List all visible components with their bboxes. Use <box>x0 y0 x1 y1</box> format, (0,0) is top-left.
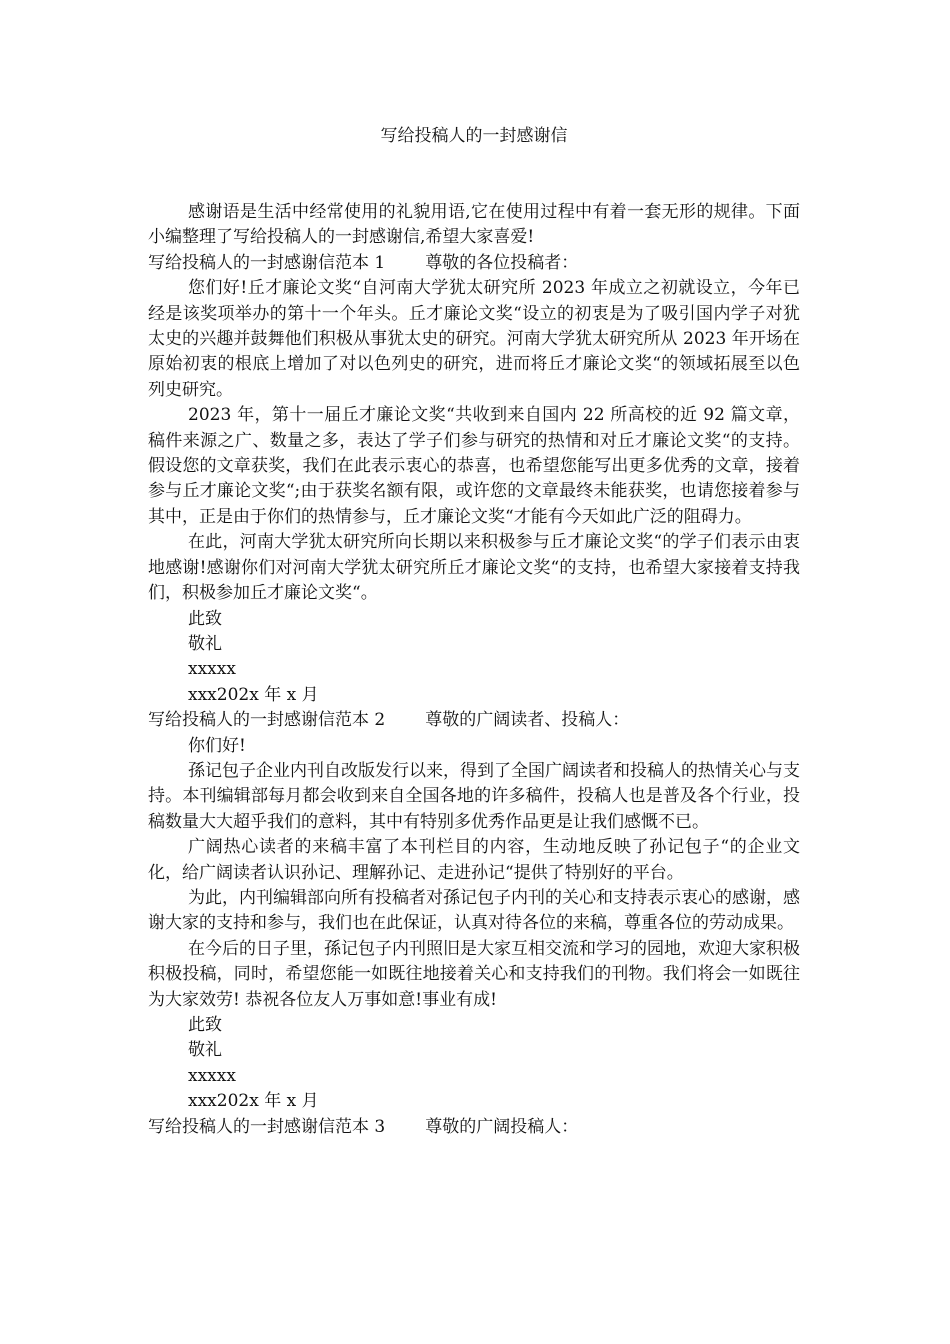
sample-3-heading: 写给投稿人的一封感谢信范本 3 <box>148 1116 386 1137</box>
sample-1-heading-line <box>148 251 800 276</box>
sample-3-salutation: 尊敬的广阔投稿人： <box>425 1116 579 1137</box>
sample-3-heading-line <box>148 1115 800 1140</box>
sample-2-signer: xxxxx <box>188 1065 236 1086</box>
sample-1-closing-1: 此致 <box>188 608 222 629</box>
sample-1-salutation: 尊敬的各位投稿者： <box>425 252 579 273</box>
sample-2-salutation: 尊敬的广阔读者、投稿人： <box>425 710 630 731</box>
sample-1-paragraph: 2023 年，第十一届丘才廉论文奖“共收到来自国内 22 所高校的近 92 篇文章，稿件来源之广、数量之多，表达了学子们参与研究的热情和对丘才廉论文奖“的支持。假设您的文章获奖，我们在此表示衷心的恭喜，也希望您能写出更多优秀的文章，接着参与丘才廉论文奖“;由于获奖名额有限，或许您的文章最终未能获奖，也请您接着参与其中，正是由于你们的热情参与，丘才廉论文奖“才能有今天如此广泛的阻碍力。 <box>148 405 800 527</box>
sample-1-paragraph: 您们好!丘才廉论文奖“自河南大学犹太研究所 2023 年成立之初就设立，今年已经是该奖项举办的第十一个年头。丘才廉论文奖“设立的初衷是为了吸引国内学子对犹太史的兴趣并鼓舞他们积极从事犹太史的研究。河南大学犹太研究所从 2023 年开场在原始初衷的根底上增加了对以色列史的研究，进而将丘才廉论文奖“的领域拓展至以色列史研究。 <box>148 278 800 400</box>
sample-2-paragraph: 为此，内刊编辑部向所有投稿者对孫记包子内刊的关心和支持表示衷心的感谢，感谢大家的支持和参与，我们也在此保证，认真对待各位的来稿，尊重各位的劳动成果。 <box>148 887 800 934</box>
sample-2-heading: 写给投稿人的一封感谢信范本 2 <box>148 710 386 731</box>
sample-2-date: xxx202x 年 x 月 <box>188 1091 319 1112</box>
page-title: 写给投稿人的一封感谢信 <box>380 126 568 146</box>
sample-1-paragraph: 在此，河南大学犹太研究所向长期以来积极参与丘才廉论文奖“的学子们表示由衷地感谢!感谢你们对河南大学犹太研究所丘才廉论文奖“的支持，也希望大家接着支持我们，积极参加丘才廉论文奖“。 <box>148 532 800 604</box>
sample-2-paragraph: 在今后的日子里，孫记包子内刊照旧是大家互相交流和学习的园地，欢迎大家积极积极投稿，同时，希望您能一如既往地接着关心和支持我们的刊物。我们将会一如既往为大家效劳! 恭祝各位友人万事如意!事业有成! <box>148 938 800 1010</box>
sample-2-heading-line <box>148 708 800 733</box>
letter-body <box>148 200 800 1140</box>
sample-1-closing-2: 敬礼 <box>188 633 222 654</box>
sample-2-paragraph: 你们好! <box>188 735 246 756</box>
sample-1-signer: xxxxx <box>188 659 236 680</box>
intro-paragraph: 感谢语是生活中经常使用的礼貌用语,它在使用过程中有着一套无形的规律。下面小编整理了写给投稿人的一封感谢信,希望大家喜爱! <box>148 202 800 248</box>
sample-2-paragraph: 广阔热心读者的来稿丰富了本刊栏目的内容，生动地反映了孙记包子“的企业文化，给广阔读者认识孙记、理解孙记、走进孙记“提供了特别好的平台。 <box>148 837 800 883</box>
sample-1-heading: 写给投稿人的一封感谢信范本 1 <box>148 252 386 273</box>
sample-2-closing-1: 此致 <box>188 1015 222 1035</box>
sample-2-closing-2: 敬礼 <box>188 1040 222 1061</box>
sample-1-date: xxx202x 年 x 月 <box>188 684 319 705</box>
sample-2-paragraph: 孫记包子企业内刊自改版发行以来，得到了全国广阔读者和投稿人的热情关心与支持。本刊编辑部每月都会收到来自全国各地的许多稿件，投稿人也是普及各个行业，投稿数量大大超乎我们的意料，其中有特别多优秀作品更是让我们感慨不已。 <box>148 760 800 832</box>
